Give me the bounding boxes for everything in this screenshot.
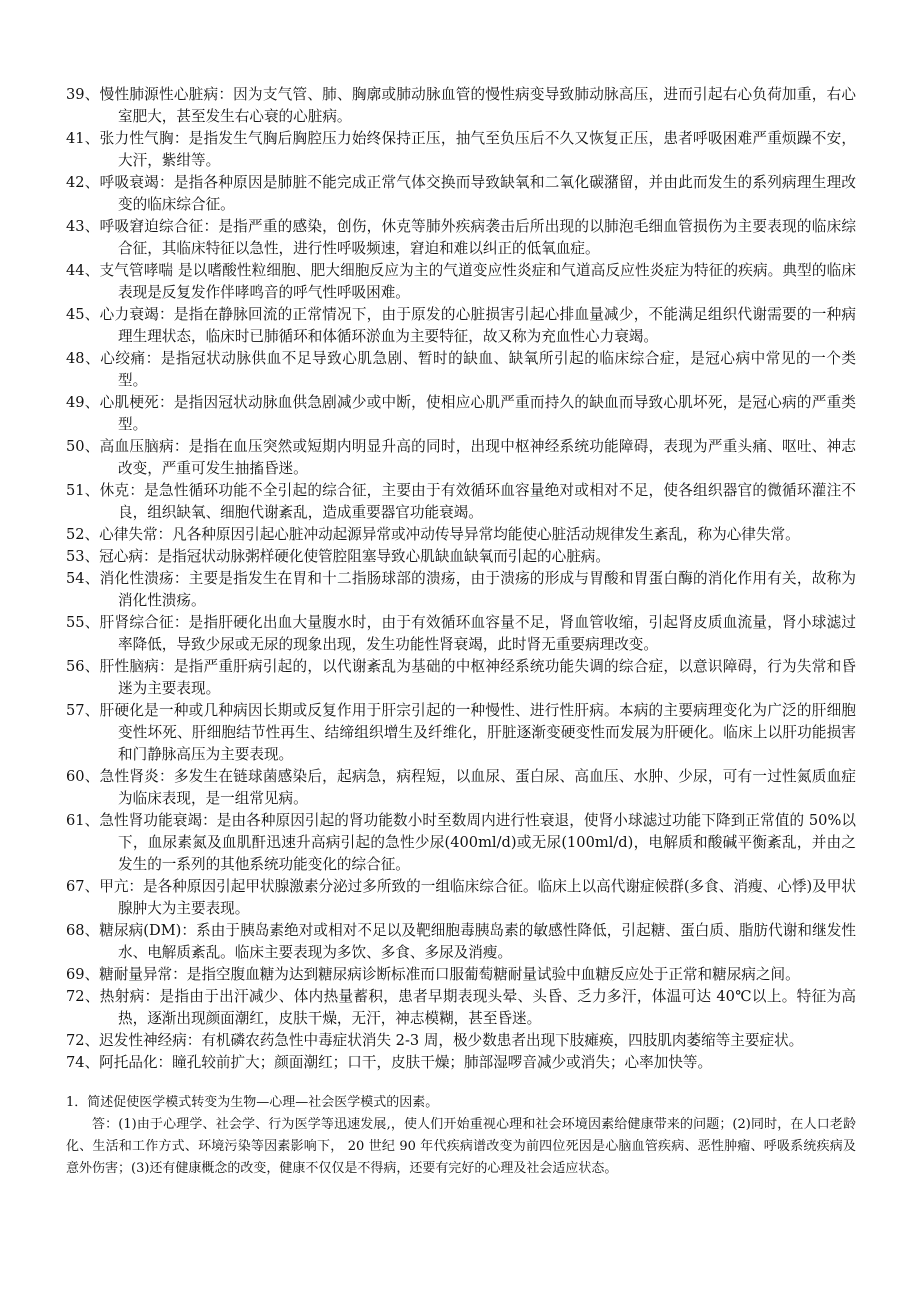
definition-entry: 42、呼吸衰竭：是指各种原因是肺脏不能完成正常气体交换而导致缺氧和二氧化碳潴留，并由此而发生的系列病理生理改变的临床综合征。 bbox=[66, 174, 856, 213]
definition-entry: 60、急性肾炎：多发生在链球菌感染后，起病急，病程短，以血尿、蛋白尿、高血压、水肿、少尿，可有一过性氮质血症为临床表现，是一组常见病。 bbox=[66, 768, 856, 807]
definition-entry: 69、糖耐量异常：是指空腹血糖为达到糖尿病诊断标准而口服葡萄糖耐量试验中血糖反应处于正常和糖尿病之间。 bbox=[66, 966, 800, 983]
definition-entry: 48、心绞痛：是指冠状动脉供血不足导致心肌急剧、暂时的缺血、缺氧所引起的临床综合症，是冠心病中常见的一个类型。 bbox=[66, 350, 856, 389]
definition-entry: 49、心肌梗死：是指因冠状动脉血供急剧减少或中断，使相应心肌严重而持久的缺血而导致心肌坏死，是冠心病的严重类型。 bbox=[66, 394, 856, 433]
definition-entry: 72、热射病：是指由于出汗减少、体内热量蓄积，患者早期表现头晕、头昏、乏力多汗，体温可达 40℃以上。特征为高热，逐渐出现颜面潮红，皮肤干燥，无汗，神志模糊，甚至昏迷。 bbox=[66, 988, 856, 1027]
definition-entry: 72、迟发性神经病：有机磷农药急性中毒症状消失 2-3 周，极少数患者出现下肢瘫痪，四肢肌肉萎缩等主要症状。 bbox=[66, 1032, 804, 1049]
definition-entry: 74、阿托品化：瞳孔较前扩大；颜面潮红；口干，皮肤干燥；肺部湿啰音减少或消失；心率加快等。 bbox=[66, 1054, 713, 1071]
definition-entry: 56、肝性脑病：是指严重肝病引起的，以代谢紊乱为基础的中枢神经系统功能失调的综合症，以意识障碍，行为失常和昏迷为主要表现。 bbox=[66, 658, 856, 697]
definition-entry: 50、高血压脑病：是指在血压突然或短期内明显升高的同时，出现中枢神经系统功能障碍，表现为严重头痛、呕吐、神志改变，严重可发生抽搐昏迷。 bbox=[66, 438, 856, 477]
definition-entry: 67、甲亢：是各种原因引起甲状腺激素分泌过多所致的一组临床综合征。临床上以高代谢症候群(多食、消瘦、心悸)及甲状腺肿大为主要表现。 bbox=[66, 878, 856, 917]
definition-entry: 43、呼吸窘迫综合征：是指严重的感染，创伤，休克等肺外疾病袭击后所出现的以肺泡毛细血管损伤为主要表现的临床综合征，其临床特征以急性，进行性呼吸频速，窘迫和难以纠正的低氧血症。 bbox=[66, 218, 856, 257]
document-page bbox=[66, 84, 856, 1180]
definition-entry: 39、慢性肺源性心脏病：因为支气管、肺、胸廓或肺动脉血管的慢性病变导致肺动脉高压，进而引起右心负荷加重，右心室肥大，甚至发生右心衰的心脏病。 bbox=[66, 86, 856, 125]
definition-entry: 52、心律失常：凡各种原因引起心脏冲动起源异常或冲动传导异常均能使心脏活动规律发生紊乱，称为心律失常。 bbox=[66, 526, 800, 543]
definition-entry: 41、张力性气胸：是指发生气胸后胸腔压力始终保持正压，抽气至负压后不久又恢复正压，患者呼吸困难严重烦躁不安，大汗，紫绀等。 bbox=[66, 130, 856, 169]
definition-list bbox=[66, 84, 856, 1074]
definition-entry: 55、肝肾综合征：是指肝硬化出血大量腹水时，由于有效循环血容量不足，肾血管收缩，引起肾皮质血流量，肾小球滤过率降低，导致少尿或无尿的现象出现，发生功能性肾衰竭，此时肾无重要病理改变。 bbox=[66, 614, 856, 653]
question-text: 1．简述促使医学模式转变为生物—心理—社会医学模式的因素。 bbox=[66, 1095, 439, 1110]
definition-entry: 61、急性肾功能衰竭：是由各种原因引起的肾功能数小时至数周内进行性衰退，使肾小球滤过功能下降到正常值的 50%以下，血尿素氮及血肌酐迅速升高病引起的急性少尿(400ml/d)或无尿(100ml/d)，电解质和酸碱平衡紊乱，并由之发生的一系列的其他系统功能变化的综合征。 bbox=[66, 812, 856, 873]
answer-text: 答：(1)由于心理学、社会学、行为医学等迅速发展,，使人们开始重视心理和社会环境因素给健康带来的问题；(2)同时，在人口老龄化、生活和工作方式、环境污染等因素影响下， 20 世纪 90 年代疾病谱改变为前四位死因是心脑血管疾病、恶性肿瘤、呼吸系统疾病及意外伤害；(3)还有健康概念的改变，健康不仅仅是不得病，还要有完好的心理及社会适应状态。 bbox=[66, 1117, 856, 1176]
definition-entry: 51、休克：是急性循环功能不全引起的综合征，主要由于有效循环血容量绝对或相对不足，使各组织器官的微循环灌注不良，组织缺氧、细胞代谢紊乱，造成重要器官功能衰竭。 bbox=[66, 482, 856, 521]
short-answer-section bbox=[66, 1092, 856, 1180]
definition-entry: 45、心力衰竭：是指在静脉回流的正常情况下，由于原发的心脏损害引起心排血量减少，不能满足组织代谢需要的一种病理生理状态，临床时已肺循环和体循环淤血为主要特征，故又称为充血性心力衰竭。 bbox=[66, 306, 856, 345]
definition-entry: 57、肝硬化是一种或几种病因长期或反复作用于肝宗引起的一种慢性、进行性肝病。本病的主要病理变化为广泛的肝细胞变性坏死、肝细胞结节性再生、结缔组织增生及纤维化，肝脏逐渐变硬变性而发展为肝硬化。临床上以肝功能损害和门静脉高压为主要表现。 bbox=[66, 702, 856, 763]
definition-entry: 53、冠心病：是指冠状动脉粥样硬化使管腔阻塞导致心肌缺血缺氧而引起的心脏病。 bbox=[66, 548, 610, 565]
definition-entry: 54、消化性溃疡：主要是指发生在胃和十二指肠球部的溃疡，由于溃疡的形成与胃酸和胃蛋白酶的消化作用有关，故称为消化性溃疡。 bbox=[66, 570, 856, 609]
definition-entry: 68、糖尿病(DM)：系由于胰岛素绝对或相对不足以及靶细胞毒胰岛素的敏感性降低，引起糖、蛋白质、脂肪代谢和继发性水、电解质紊乱。临床主要表现为多饮、多食、多尿及消瘦。 bbox=[66, 922, 856, 961]
definition-entry: 44、支气管哮喘 是以嗜酸性粒细胞、肥大细胞反应为主的气道变应性炎症和气道高反应性炎症为特征的疾病。典型的临床表现是反复发作伴哮鸣音的呼气性呼吸困难。 bbox=[66, 262, 856, 301]
